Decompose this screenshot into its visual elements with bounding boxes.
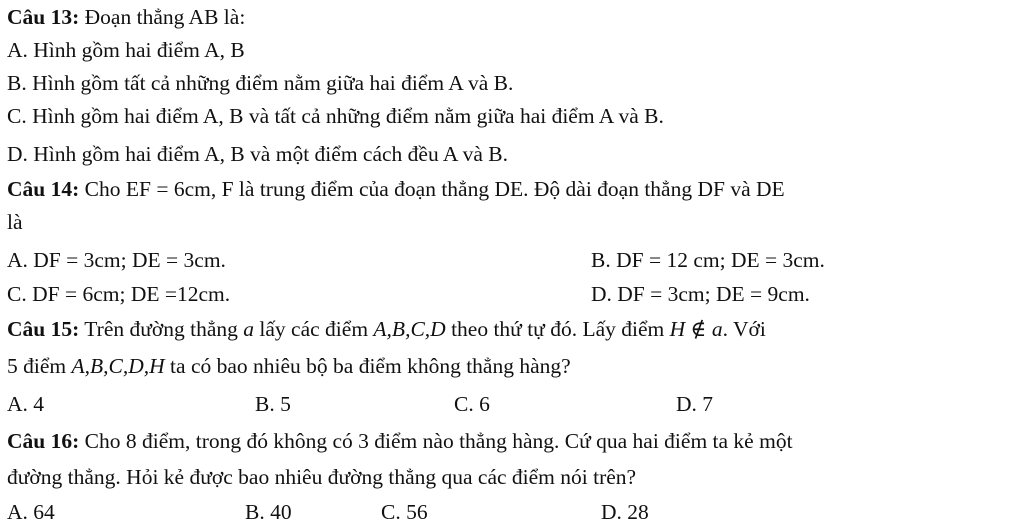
q14-stem-cont: là: [7, 210, 23, 234]
q14-label: Câu 14:: [7, 177, 80, 201]
q15-h-notin-a: H ∉ a: [669, 317, 723, 341]
q16-stem: Cho 8 điểm, trong đó không có 3 điểm nào thẳng hàng. Cứ qua hai điểm ta kẻ một: [84, 429, 793, 453]
q15-stem-c: theo thứ tự đó. Lấy điểm: [451, 317, 665, 341]
q15-points5: A,B,C,D,H: [71, 354, 165, 378]
q13-option-a: A. Hình gồm hai điểm A, B: [7, 38, 245, 62]
q15-stem-line-2: [7, 353, 571, 379]
q15-points: A,B,C,D: [373, 317, 446, 341]
q15-stem-a: Trên đường thẳng: [84, 317, 238, 341]
q16-stem-cont: đường thẳng. Hỏi kẻ được bao nhiêu đường thẳng qua các điểm nói trên?: [7, 465, 637, 489]
q15-stem-b: lấy các điểm: [259, 317, 369, 341]
q16-stem-line: [7, 428, 793, 454]
q13-option-b: B. Hình gồm tất cả những điểm nằm giữa hai điểm A và B.: [7, 71, 514, 95]
q16-option-d: D. 28: [601, 500, 649, 524]
q14-option-d: D. DF = 3cm; DE = 9cm.: [591, 282, 810, 306]
q13-option-c: C. Hình gồm hai điểm A, B và tất cả những điểm nằm giữa hai điểm A và B.: [7, 104, 664, 128]
q15-line2-a: 5 điểm: [7, 354, 67, 378]
q14-option-b: B. DF = 12 cm; DE = 3cm.: [591, 248, 825, 272]
q15-stem-d: . Với: [722, 317, 766, 341]
q15-line-a: a: [243, 317, 255, 341]
q13-stem-line: [7, 4, 245, 30]
q15-option-b: B. 5: [255, 392, 291, 416]
q13-label: Câu 13:: [7, 5, 80, 29]
q16-option-b: B. 40: [245, 500, 292, 524]
q13-option-d: D. Hình gồm hai điểm A, B và một điểm cách đều A và B.: [7, 142, 508, 166]
q14-option-a: A. DF = 3cm; DE = 3cm.: [7, 248, 226, 272]
q15-option-d: D. 7: [676, 392, 714, 416]
q15-option-a: A. 4: [7, 392, 45, 416]
q15-option-c: C. 6: [454, 392, 490, 416]
q15-stem-line: [7, 316, 766, 342]
q16-option-c: C. 56: [381, 500, 428, 524]
q14-stem-line: [7, 176, 785, 202]
q13-stem: Đoạn thẳng AB là:: [84, 5, 246, 29]
q14-option-c: C. DF = 6cm; DE =12cm.: [7, 282, 231, 306]
q15-line2-b: ta có bao nhiêu bộ ba điểm không thẳng hàng?: [170, 354, 571, 378]
q14-stem: Cho EF = 6cm, F là trung điểm của đoạn thẳng DE. Độ dài đoạn thẳng DF và DE: [84, 177, 785, 201]
q16-option-a: A. 64: [7, 500, 55, 524]
q16-label: Câu 16:: [7, 429, 80, 453]
q15-label: Câu 15:: [7, 317, 80, 341]
